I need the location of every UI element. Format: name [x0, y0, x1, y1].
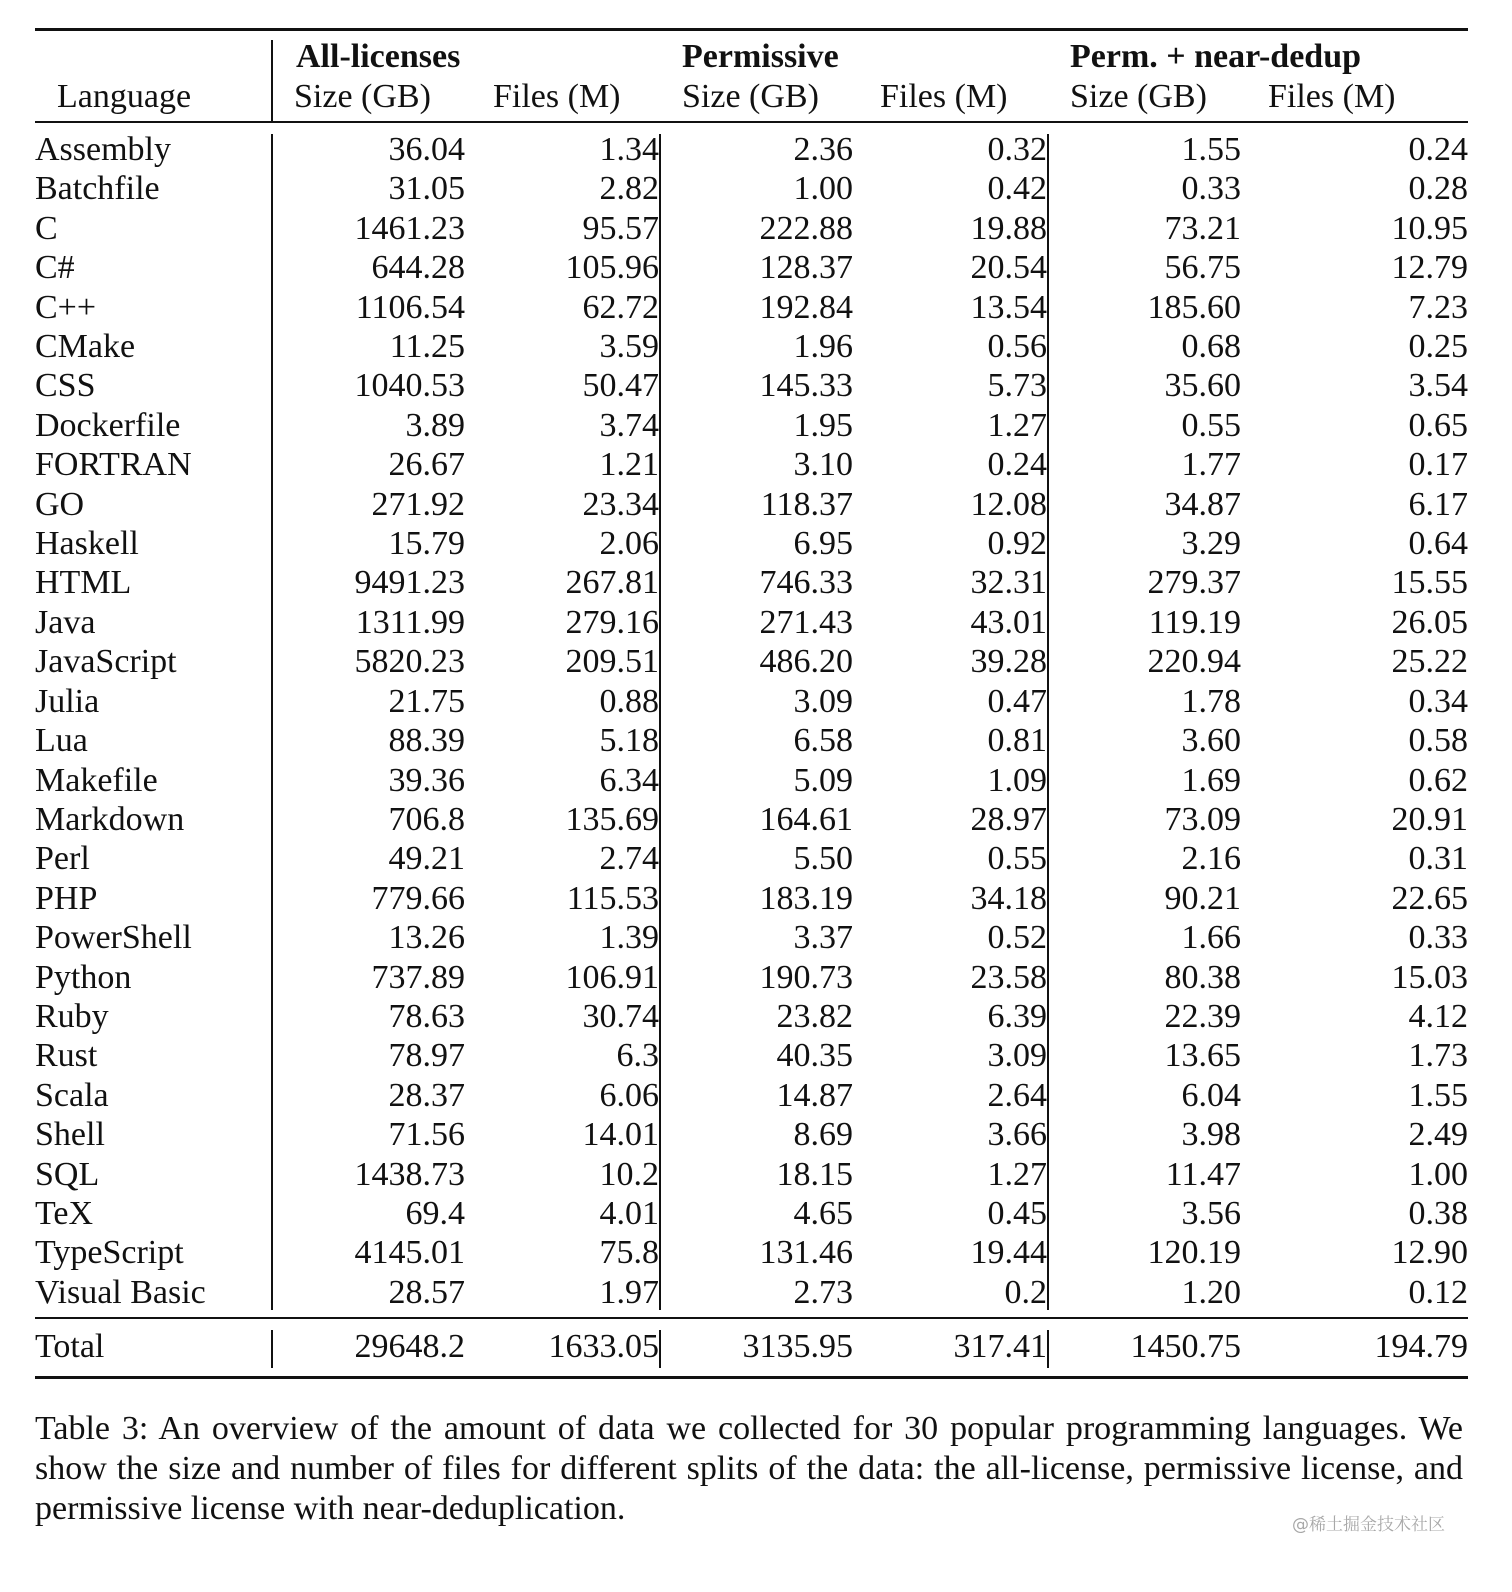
- value-cell: 644.28: [371, 249, 465, 287]
- value-cell: 69.4: [405, 1194, 465, 1232]
- table-row: [35, 642, 1468, 681]
- value-cell: 26.67: [388, 446, 465, 484]
- table-row: [35, 682, 1468, 721]
- table-caption: Table 3: An overview of the amount of data we collected for 30 popular programming languages. We show the size and number of files for different splits of the data: the all-license, permissive license, and permissive license with near-deduplication.: [35, 1410, 1463, 1527]
- value-cell: 4.65: [793, 1194, 853, 1232]
- value-cell: 13.54: [970, 288, 1047, 326]
- value-cell: 2.36: [793, 131, 853, 168]
- value-cell: 10.95: [1391, 209, 1468, 247]
- value-cell: 1.34: [599, 131, 659, 168]
- value-cell: 1040.53: [354, 367, 465, 405]
- value-cell: 6.95: [793, 525, 853, 563]
- value-cell: 19.88: [970, 209, 1047, 247]
- table-row: [35, 997, 1468, 1036]
- value-cell: 6.3: [616, 1037, 659, 1075]
- language-cell: TeX: [35, 1194, 94, 1232]
- value-cell: 8.69: [793, 1116, 853, 1154]
- table-row: [35, 485, 1468, 524]
- value-cell: 7.23: [1408, 288, 1468, 326]
- language-cell: Haskell: [35, 525, 139, 563]
- table-row: [35, 1273, 1468, 1312]
- value-cell: 105.96: [565, 249, 659, 287]
- language-cell: GO: [35, 485, 85, 523]
- value-cell: 746.33: [759, 564, 853, 602]
- value-cell: 3.66: [987, 1116, 1047, 1154]
- value-cell: 28.97: [970, 800, 1047, 838]
- value-cell: 78.63: [388, 997, 465, 1035]
- value-cell: 0.38: [1408, 1194, 1468, 1232]
- table-row: [35, 327, 1468, 366]
- table-row: [35, 1115, 1468, 1154]
- group-header-perm-near-dedup: Perm. + near-dedup: [1070, 38, 1362, 75]
- value-cell: 4.12: [1408, 997, 1468, 1035]
- value-cell: 12.79: [1391, 249, 1468, 287]
- value-cell: 2.73: [793, 1273, 853, 1311]
- language-cell: C: [35, 209, 58, 247]
- language-cell: Assembly: [35, 131, 171, 168]
- value-cell: 28.37: [388, 1076, 465, 1114]
- table-row: [35, 1036, 1468, 1075]
- table-row: [35, 524, 1468, 563]
- language-cell: TypeScript: [35, 1234, 184, 1272]
- value-cell: 10.2: [599, 1155, 659, 1193]
- value-cell: 737.89: [371, 958, 465, 996]
- table-row: [35, 1155, 1468, 1194]
- value-cell: 35.60: [1164, 367, 1241, 405]
- value-cell: 0.52: [987, 919, 1047, 957]
- total-cell: 1450.75: [1130, 1328, 1241, 1365]
- value-cell: 9491.23: [354, 564, 465, 602]
- value-cell: 3.74: [599, 406, 659, 444]
- value-cell: 0.65: [1408, 406, 1468, 444]
- value-cell: 20.91: [1391, 800, 1468, 838]
- value-cell: 28.57: [388, 1273, 465, 1311]
- value-cell: 22.39: [1164, 997, 1241, 1035]
- table-row: [35, 288, 1468, 327]
- value-cell: 106.91: [565, 958, 659, 996]
- value-cell: 0.45: [987, 1194, 1047, 1232]
- value-cell: 2.49: [1408, 1116, 1468, 1154]
- value-cell: 0.42: [987, 170, 1047, 208]
- value-cell: 0.28: [1408, 170, 1468, 208]
- value-cell: 11.47: [1165, 1155, 1241, 1193]
- language-cell: Batchfile: [35, 170, 160, 208]
- value-cell: 1.55: [1181, 131, 1241, 168]
- value-cell: 50.47: [582, 367, 659, 405]
- value-cell: 2.06: [599, 525, 659, 563]
- total-cell: 3135.95: [742, 1328, 853, 1365]
- value-cell: 3.37: [793, 919, 853, 957]
- value-cell: 3.10: [793, 446, 853, 484]
- total-label: Total: [35, 1328, 105, 1365]
- value-cell: 118.37: [760, 485, 853, 523]
- value-cell: 3.98: [1181, 1116, 1241, 1154]
- value-cell: 1.39: [599, 919, 659, 957]
- value-cell: 14.01: [582, 1116, 659, 1154]
- table-row: [35, 879, 1468, 918]
- value-cell: 3.09: [987, 1037, 1047, 1075]
- value-cell: 1106.54: [355, 288, 465, 326]
- data-table: [35, 130, 1468, 1312]
- value-cell: 220.94: [1147, 643, 1241, 681]
- value-cell: 1.77: [1181, 446, 1241, 484]
- value-cell: 0.58: [1408, 722, 1468, 760]
- value-cell: 271.92: [371, 485, 465, 523]
- value-cell: 279.37: [1147, 564, 1241, 602]
- value-cell: 18.15: [776, 1155, 853, 1193]
- value-cell: 0.24: [987, 446, 1047, 484]
- value-cell: 6.06: [599, 1076, 659, 1114]
- value-cell: 192.84: [759, 288, 853, 326]
- value-cell: 1.21: [599, 446, 659, 484]
- value-cell: 1.97: [599, 1273, 659, 1311]
- value-cell: 0.81: [987, 722, 1047, 760]
- language-cell: Python: [35, 958, 132, 996]
- language-cell: FORTRAN: [35, 446, 192, 484]
- value-cell: 0.12: [1408, 1273, 1468, 1311]
- language-cell: Ruby: [35, 997, 109, 1035]
- language-cell: CMake: [35, 328, 136, 366]
- table-row: [35, 406, 1468, 445]
- table-row: [35, 918, 1468, 957]
- value-cell: 1.69: [1181, 761, 1241, 799]
- value-cell: 1.55: [1408, 1076, 1468, 1114]
- value-cell: 3.59: [599, 328, 659, 366]
- value-cell: 13.26: [388, 919, 465, 957]
- value-cell: 15.03: [1391, 958, 1468, 996]
- value-cell: 4.01: [599, 1194, 659, 1232]
- value-cell: 43.01: [970, 603, 1047, 641]
- value-cell: 13.65: [1164, 1037, 1241, 1075]
- value-cell: 30.74: [582, 997, 659, 1035]
- value-cell: 1311.99: [355, 603, 465, 641]
- table-row: [35, 839, 1468, 878]
- value-cell: 2.16: [1181, 840, 1241, 878]
- size-header: Size (GB): [682, 78, 819, 115]
- value-cell: 15.55: [1391, 564, 1468, 602]
- value-cell: 78.97: [388, 1037, 465, 1075]
- value-cell: 15.79: [388, 525, 465, 563]
- value-cell: 1.66: [1181, 919, 1241, 957]
- language-cell: PowerShell: [35, 919, 192, 957]
- value-cell: 0.34: [1408, 682, 1468, 720]
- language-cell: Rust: [35, 1037, 98, 1075]
- value-cell: 2.64: [987, 1076, 1047, 1114]
- value-cell: 145.33: [759, 367, 853, 405]
- value-cell: 0.24: [1408, 131, 1468, 168]
- value-cell: 1.96: [793, 328, 853, 366]
- table-row: [35, 761, 1468, 800]
- language-header: Language: [57, 78, 192, 115]
- value-cell: 135.69: [565, 800, 659, 838]
- size-header: Size (GB): [294, 78, 431, 115]
- value-cell: 12.90: [1391, 1234, 1468, 1272]
- value-cell: 0.31: [1408, 840, 1468, 878]
- table-row: [35, 563, 1468, 602]
- value-cell: 115.53: [566, 879, 659, 917]
- value-cell: 75.8: [599, 1234, 659, 1272]
- value-cell: 56.75: [1164, 249, 1241, 287]
- value-cell: 1.27: [987, 1155, 1047, 1193]
- value-cell: 222.88: [759, 209, 853, 247]
- value-cell: 49.21: [388, 840, 465, 878]
- value-cell: 0.33: [1408, 919, 1468, 957]
- value-cell: 1.09: [987, 761, 1047, 799]
- value-cell: 71.56: [388, 1116, 465, 1154]
- value-cell: 5.50: [793, 840, 853, 878]
- top-rule: [35, 28, 1468, 31]
- language-cell: Scala: [35, 1076, 109, 1114]
- total-table: [35, 1327, 1468, 1366]
- value-cell: 5.18: [599, 722, 659, 760]
- value-cell: 5820.23: [354, 643, 465, 681]
- value-cell: 23.82: [776, 997, 853, 1035]
- value-cell: 3.60: [1181, 722, 1241, 760]
- table-row: [35, 248, 1468, 287]
- value-cell: 25.22: [1391, 643, 1468, 681]
- value-cell: 0.25: [1408, 328, 1468, 366]
- table-row: [35, 1233, 1468, 1272]
- total-row: [35, 1327, 1468, 1366]
- watermark: @稀土掘金技术社区: [1292, 1515, 1445, 1535]
- value-cell: 486.20: [759, 643, 853, 681]
- value-cell: 2.82: [599, 170, 659, 208]
- value-cell: 0.55: [987, 840, 1047, 878]
- value-cell: 131.46: [759, 1234, 853, 1272]
- value-cell: 267.81: [565, 564, 659, 602]
- value-cell: 5.73: [987, 367, 1047, 405]
- value-cell: 95.57: [582, 209, 659, 247]
- value-cell: 14.87: [776, 1076, 853, 1114]
- value-cell: 1.00: [1408, 1155, 1468, 1193]
- group-header-all-licenses: All-licenses: [296, 38, 461, 75]
- value-cell: 209.51: [565, 643, 659, 681]
- table-row: [35, 1076, 1468, 1115]
- value-cell: 1.00: [793, 170, 853, 208]
- value-cell: 62.72: [582, 288, 659, 326]
- value-cell: 11.25: [389, 328, 465, 366]
- language-cell: Makefile: [35, 761, 158, 799]
- value-cell: 73.09: [1164, 800, 1241, 838]
- table-row: [35, 1194, 1468, 1233]
- value-cell: 0.2: [1004, 1273, 1047, 1311]
- table-row: [35, 800, 1468, 839]
- language-cell: Julia: [35, 682, 100, 720]
- value-cell: 21.75: [388, 682, 465, 720]
- value-cell: 0.56: [987, 328, 1047, 366]
- value-cell: 779.66: [371, 879, 465, 917]
- value-cell: 20.54: [970, 249, 1047, 287]
- language-cell: C#: [35, 249, 75, 287]
- bottom-rule: [35, 1376, 1468, 1379]
- value-cell: 12.08: [970, 485, 1047, 523]
- value-cell: 0.68: [1181, 328, 1241, 366]
- value-cell: 0.32: [987, 131, 1047, 168]
- language-cell: Dockerfile: [35, 406, 181, 444]
- value-cell: 0.88: [599, 682, 659, 720]
- value-cell: 5.09: [793, 761, 853, 799]
- value-cell: 119.19: [1148, 603, 1241, 641]
- language-cell: Lua: [35, 722, 88, 760]
- value-cell: 0.47: [987, 682, 1047, 720]
- language-cell: C++: [35, 288, 97, 326]
- table-row: [35, 366, 1468, 405]
- value-cell: 3.89: [405, 406, 465, 444]
- language-cell: Markdown: [35, 800, 185, 838]
- table-row: [35, 209, 1468, 248]
- value-cell: 6.17: [1408, 485, 1468, 523]
- value-cell: 34.18: [970, 879, 1047, 917]
- table-row: [35, 130, 1468, 169]
- value-cell: 0.55: [1181, 406, 1241, 444]
- value-cell: 73.21: [1164, 209, 1241, 247]
- value-cell: 88.39: [388, 722, 465, 760]
- size-header: Size (GB): [1070, 78, 1207, 115]
- files-header: Files (M): [493, 78, 621, 115]
- group-header-permissive: Permissive: [682, 38, 839, 75]
- total-rule: [35, 1317, 1468, 1319]
- language-cell: HTML: [35, 564, 132, 602]
- value-cell: 120.19: [1147, 1234, 1241, 1272]
- language-cell: CSS: [35, 367, 96, 405]
- value-cell: 34.87: [1164, 485, 1241, 523]
- value-cell: 90.21: [1164, 879, 1241, 917]
- language-cell: Perl: [35, 840, 90, 878]
- value-cell: 19.44: [970, 1234, 1047, 1272]
- value-cell: 271.43: [759, 603, 853, 641]
- value-cell: 3.09: [793, 682, 853, 720]
- header-rule: [35, 121, 1468, 123]
- value-cell: 1461.23: [354, 209, 465, 247]
- value-cell: 0.64: [1408, 525, 1468, 563]
- value-cell: 0.62: [1408, 761, 1468, 799]
- value-cell: 2.74: [599, 840, 659, 878]
- value-cell: 3.56: [1181, 1194, 1241, 1232]
- value-cell: 80.38: [1164, 958, 1241, 996]
- value-cell: 1.20: [1181, 1273, 1241, 1311]
- value-cell: 183.19: [759, 879, 853, 917]
- table-row: [35, 721, 1468, 760]
- total-cell: 29648.2: [354, 1328, 465, 1365]
- value-cell: 128.37: [759, 249, 853, 287]
- table-row: [35, 958, 1468, 997]
- total-cell: 194.79: [1374, 1328, 1468, 1365]
- language-cell: SQL: [35, 1155, 100, 1193]
- value-cell: 36.04: [388, 131, 465, 168]
- value-cell: 23.58: [970, 958, 1047, 996]
- value-cell: 39.36: [388, 761, 465, 799]
- value-cell: 185.60: [1147, 288, 1241, 326]
- value-cell: 1.78: [1181, 682, 1241, 720]
- value-cell: 32.31: [970, 564, 1047, 602]
- table-row: [35, 169, 1468, 208]
- table-row: [35, 603, 1468, 642]
- value-cell: 0.92: [987, 525, 1047, 563]
- value-cell: 4145.01: [354, 1234, 465, 1272]
- value-cell: 1438.73: [354, 1155, 465, 1193]
- total-cell: 1633.05: [548, 1328, 659, 1365]
- value-cell: 26.05: [1391, 603, 1468, 641]
- value-cell: 164.61: [759, 800, 853, 838]
- language-cell: JavaScript: [35, 643, 177, 681]
- value-cell: 0.33: [1181, 170, 1241, 208]
- value-cell: 190.73: [759, 958, 853, 996]
- value-cell: 706.8: [388, 800, 465, 838]
- files-header: Files (M): [880, 78, 1008, 115]
- value-cell: 1.27: [987, 406, 1047, 444]
- value-cell: 279.16: [565, 603, 659, 641]
- value-cell: 6.39: [987, 997, 1047, 1035]
- value-cell: 39.28: [970, 643, 1047, 681]
- value-cell: 23.34: [582, 485, 659, 523]
- value-cell: 3.54: [1408, 367, 1468, 405]
- value-cell: 31.05: [388, 170, 465, 208]
- value-cell: 6.04: [1181, 1076, 1241, 1114]
- value-cell: 6.34: [599, 761, 659, 799]
- language-cell: Shell: [35, 1116, 105, 1154]
- language-cell: Java: [35, 603, 96, 641]
- language-cell: PHP: [35, 879, 98, 917]
- value-cell: 3.29: [1181, 525, 1241, 563]
- value-cell: 1.73: [1408, 1037, 1468, 1075]
- language-cell: Visual Basic: [35, 1273, 206, 1311]
- value-cell: 40.35: [776, 1037, 853, 1075]
- value-cell: 0.17: [1408, 446, 1468, 484]
- files-header: Files (M): [1268, 78, 1396, 115]
- value-cell: 6.58: [793, 722, 853, 760]
- value-cell: 22.65: [1391, 879, 1468, 917]
- vertical-separator: [271, 40, 273, 122]
- table-row: [35, 445, 1468, 484]
- value-cell: 1.95: [793, 406, 853, 444]
- total-cell: 317.41: [953, 1328, 1047, 1365]
